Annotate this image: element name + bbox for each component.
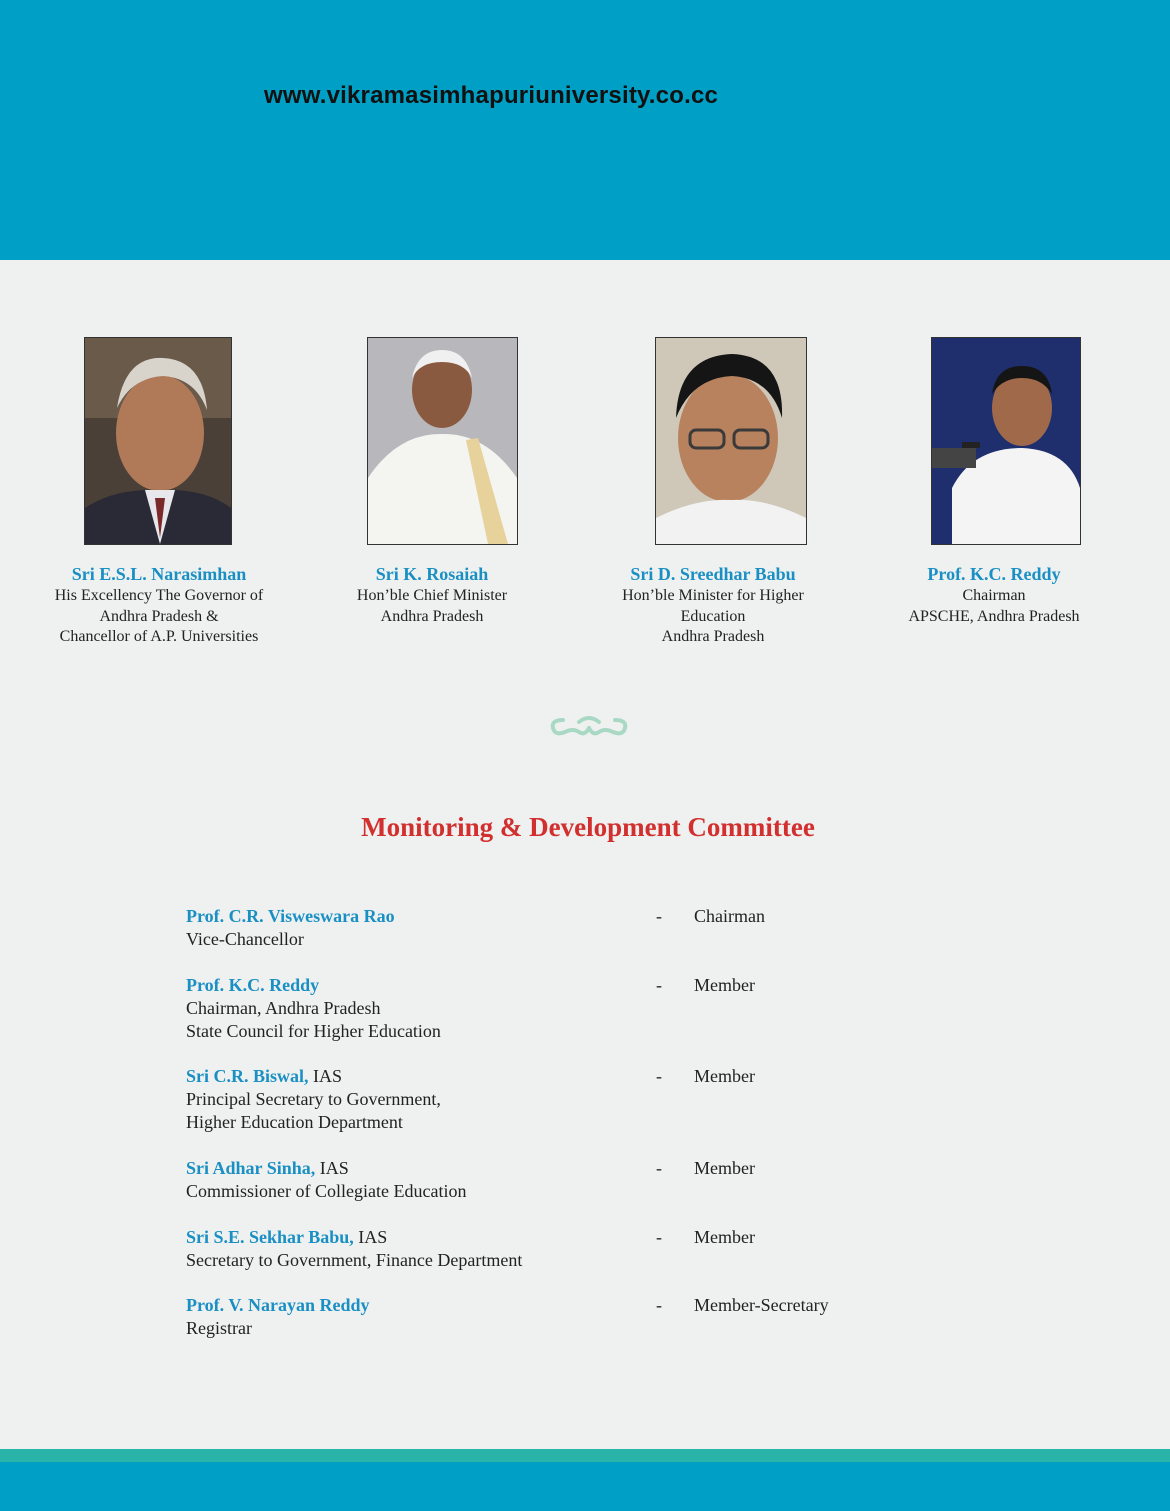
person-title-line: Andhra Pradesh [380, 607, 484, 625]
member-role: Member [694, 1227, 755, 1247]
member-detail: Higher Education Department [186, 1112, 403, 1132]
photo-kc-reddy [931, 337, 1081, 545]
person-title-line: APSCHE, Andhra Pradesh [908, 607, 1080, 625]
header-band [0, 0, 1170, 260]
person-title-line: Chancellor of A.P. Universities [59, 628, 259, 645]
committee-member [186, 1294, 886, 1340]
member-role: Member-Secretary [694, 1295, 829, 1315]
person-title-line: Hon’ble Chief Minister [356, 587, 508, 604]
member-role: Member [694, 1066, 755, 1086]
person-name: Prof. K.C. Reddy [927, 564, 1061, 584]
member-dash: - [656, 975, 662, 995]
member-suffix: IAS [315, 1158, 349, 1178]
person-name: Sri E.S.L. Narasimhan [71, 564, 247, 584]
footer-strip [0, 1449, 1170, 1462]
person-name: Sri D. Sreedhar Babu [630, 564, 796, 584]
member-suffix: IAS [308, 1066, 343, 1086]
member-detail: Vice-Chancellor [186, 929, 304, 949]
photo-narasimhan [84, 337, 232, 545]
member-detail: Principal Secretary to Government, [186, 1089, 441, 1109]
member-name: Prof. V. Narayan Reddy [186, 1295, 370, 1315]
person-title-line: Chairman [962, 587, 1026, 604]
member-detail: Registrar [186, 1318, 252, 1338]
person-title-line: His Excellency The Governor of [54, 587, 264, 604]
committee-member [186, 905, 886, 951]
person-caption-sreedhar-babu [573, 562, 853, 648]
photo-sreedhar-babu [655, 337, 807, 545]
committee-member [186, 1226, 886, 1272]
person-title-line: Education [680, 607, 746, 625]
person-caption-kc-reddy [854, 562, 1134, 627]
person-name: Sri K. Rosaiah [375, 564, 489, 584]
committee-member [186, 974, 886, 1043]
committee-title: Monitoring & Development Committee [361, 812, 815, 842]
ornament-divider-icon [549, 712, 629, 740]
member-role: Member [694, 1158, 755, 1178]
member-dash: - [656, 1295, 662, 1315]
member-name: Prof. K.C. Reddy [186, 975, 320, 995]
member-detail: Chairman, Andhra Pradesh [186, 998, 381, 1018]
member-role: Chairman [694, 906, 765, 926]
member-detail: Secretary to Government, Finance Department [186, 1250, 523, 1270]
member-detail: State Council for Higher Education [186, 1021, 441, 1041]
member-dash: - [656, 1158, 662, 1178]
committee-member [186, 1065, 886, 1134]
member-dash: - [656, 906, 662, 926]
member-dash: - [656, 1227, 662, 1247]
member-name: Sri Adhar Sinha, [186, 1158, 316, 1178]
committee-member [186, 1157, 886, 1203]
member-role: Member [694, 975, 755, 995]
member-name: Sri S.E. Sekhar Babu, [186, 1227, 354, 1247]
member-name: Prof. C.R. Visweswara Rao [186, 906, 395, 926]
member-name: Sri C.R. Biswal, [186, 1066, 309, 1086]
person-title-line: Hon’ble Minister for Higher [622, 587, 804, 604]
footer-band [0, 1462, 1170, 1511]
member-detail: Commissioner of Collegiate Education [186, 1181, 467, 1201]
person-caption-narasimhan [19, 562, 299, 648]
photo-rosaiah [367, 337, 518, 545]
person-caption-rosaiah [292, 562, 572, 627]
member-dash: - [656, 1066, 662, 1086]
person-title-line: Andhra Pradesh & [99, 607, 219, 625]
member-suffix: IAS [353, 1227, 388, 1247]
website-url[interactable]: www.vikramasimhapuriuniversity.co.cc [264, 82, 719, 109]
person-title-line: Andhra Pradesh [661, 628, 765, 645]
